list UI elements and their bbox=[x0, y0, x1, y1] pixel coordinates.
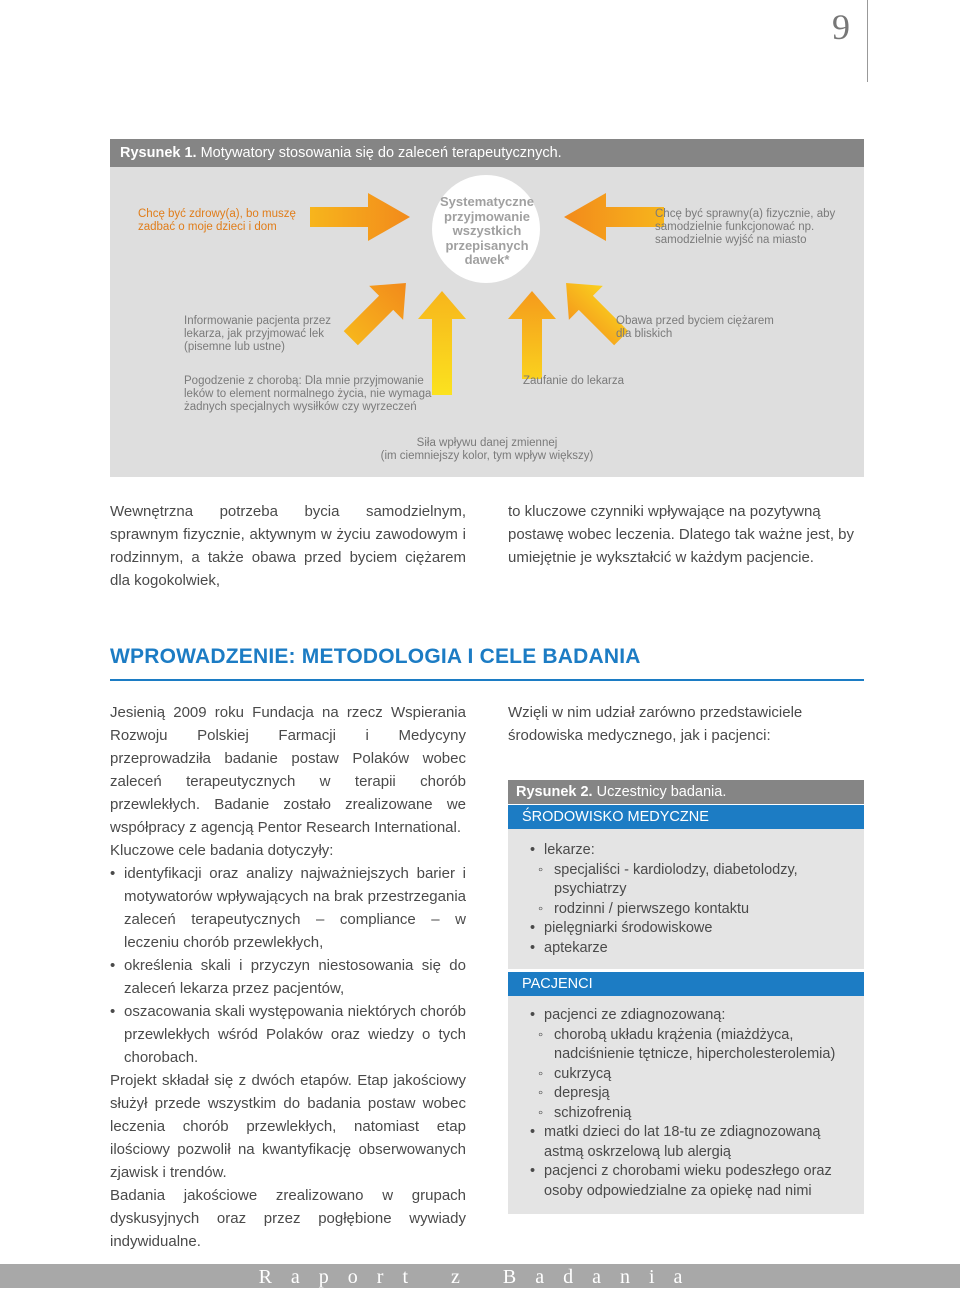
figure1-label: Rysunek 1. bbox=[120, 145, 197, 161]
arrow-fit bbox=[564, 193, 664, 241]
label-trust: Zaufanie do lekarza bbox=[523, 375, 625, 387]
paragraph-1: Jesienią 2009 roku Fundacja na rzecz Wspierania Rozwoju Polskiej Farmacji i Medycyny przeprowadziła badanie postaw Polaków wobec zaleceń terapeutycznych w terapii chorób przewlekłych. Badanie zostało zrealizowane we współpracy z agencją Pentor Research International. bbox=[110, 704, 466, 836]
goal-item: • identyfikacji oraz analizy najważniejszych barier i motywatorów wpływających na brak przestrzegania zaleceń terapeutycznych – compliance – w leczeniu chorób przewlekłych, bbox=[110, 862, 466, 954]
medical-item: • pielęgniarki środowiskowe bbox=[530, 919, 850, 939]
figure1-diagram bbox=[110, 167, 864, 477]
patients-subitem: ◦ depresją bbox=[530, 1084, 850, 1104]
left-column bbox=[110, 701, 466, 1253]
goal-item: • oszacowania skali występowania niektórych chorób przewlekłych wśród Polaków oraz wiedzy o tych chorobach. bbox=[110, 1000, 466, 1069]
section-title: WPROWADZENIE: METODOLOGIA I CELE BADANIA bbox=[110, 645, 641, 668]
section-rule bbox=[110, 679, 864, 681]
medical-item: • aptekarze bbox=[530, 939, 850, 959]
arrow-fear bbox=[549, 266, 638, 355]
paragraph-4: Badania jakościowe zrealizowano w grupach dyskusyjnych oraz przez pogłębione wywiady indywidualne. bbox=[110, 1187, 466, 1250]
arrow-trust bbox=[508, 291, 556, 379]
label-acceptance: Pogodzenie z chorobą: Dla mnie przyjmowanie leków to element normalnego życia, nie wymaga żadnych specjalnych wysiłków czy wyrzeczeń bbox=[184, 375, 432, 413]
figure2-label: Rysunek 2. bbox=[516, 784, 593, 800]
center-circle-text: Systematyczne przyjmowanie wszystkich przepisanych dawek* bbox=[440, 194, 534, 267]
intro-paragraph-right: to kluczowe czynniki wpływające na pozytywną postawę wobec leczenia. Dlatego tak ważne jest, by umiejętnie je wykształcić w każdym pacjencie. bbox=[508, 503, 855, 566]
patients-item: • pacjenci z chorobami wieku podeszłego oraz osoby odpowiedzialne za opiekę nad nimi bbox=[530, 1162, 850, 1201]
patients-subitem: ◦ cukrzycą bbox=[530, 1065, 850, 1085]
medical-item: • lekarze: bbox=[530, 841, 850, 861]
figure2-title: Uczestnicy badania. bbox=[592, 784, 727, 800]
label-healthy: Chcę być zdrowy(a), bo muszę zadbać o moje dzieci i dom bbox=[138, 208, 296, 233]
patients-header: PACJENCI bbox=[508, 972, 864, 996]
figure2-caption bbox=[508, 780, 864, 804]
patients-subitem: ◦ schizofrenią bbox=[530, 1104, 850, 1124]
paragraph-3: Projekt składał się z dwóch etapów. Etap jakościowy służył przede wszystkim do badania postaw wobec leczenia chorób przewlekłych, natomiast etap ilościowy pozwolił na kwantyfikację obserwowanych zjawisk i trendów. bbox=[110, 1072, 466, 1181]
arrow-informing bbox=[334, 266, 423, 355]
paragraph-2: Kluczowe cele badania dotyczyły: bbox=[110, 842, 334, 859]
label-fit: Chcę być sprawny(a) fizycznie, aby samodzielnie funkcjonować np. samodzielnie wyjść na miasto bbox=[655, 208, 836, 246]
patients-subitem: ◦ chorobą układu krążenia (miażdżyca, nadciśnienie tętnicze, hipercholesterolemia) bbox=[530, 1026, 850, 1065]
figure1-legend: Siła wpływu danej zmiennej (im ciemniejszy kolor, tym wpływ większy) bbox=[380, 437, 594, 462]
medical-subitem: ◦ rodzinni / pierwszego kontaktu bbox=[530, 900, 850, 920]
medical-subitem: ◦ specjaliści - kardiolodzy, diabetolodzy, psychiatrzy bbox=[530, 861, 850, 900]
medical-header: ŚRODOWISKO MEDYCZNE bbox=[508, 805, 864, 829]
page-number: 9 bbox=[832, 7, 850, 47]
label-fear: Obawa przed byciem ciężarem dla bliskich bbox=[616, 315, 774, 340]
patients-panel bbox=[508, 996, 864, 1214]
figure1-title: Motywatory stosowania się do zaleceń terapeutycznych. bbox=[196, 145, 562, 161]
right-column-intro: Wzięli w nim udział zarówno przedstawiciele środowiska medycznego, jak i pacjenci: bbox=[508, 704, 803, 744]
arrow-healthy bbox=[310, 193, 410, 241]
figure1-caption bbox=[110, 139, 864, 167]
patients-item: • matki dzieci do lat 18-tu ze zdiagnozowaną astmą oskrzelową lub alergią bbox=[530, 1123, 850, 1162]
goal-item: • określenia skali i przyczyn niestosowania się do zaleceń lekarza przez pacjentów, bbox=[110, 954, 466, 1000]
medical-panel bbox=[508, 829, 864, 969]
patients-item: • pacjenci ze zdiagnozowaną: bbox=[530, 1006, 850, 1026]
footer-title: Raport z Badania bbox=[258, 1266, 702, 1288]
goals-list bbox=[110, 862, 466, 1069]
intro-paragraph-left: Wewnętrzna potrzeba bycia samodzielnym, sprawnym fizycznie, aktywnym w życiu zawodowym i rodzinnym, a także obawa przed byciem ciężarem dla kogokolwiek, bbox=[110, 503, 466, 589]
label-informing: Informowanie pacjenta przez lekarza, jak przyjmować lek (pisemne lub ustne) bbox=[184, 315, 332, 353]
